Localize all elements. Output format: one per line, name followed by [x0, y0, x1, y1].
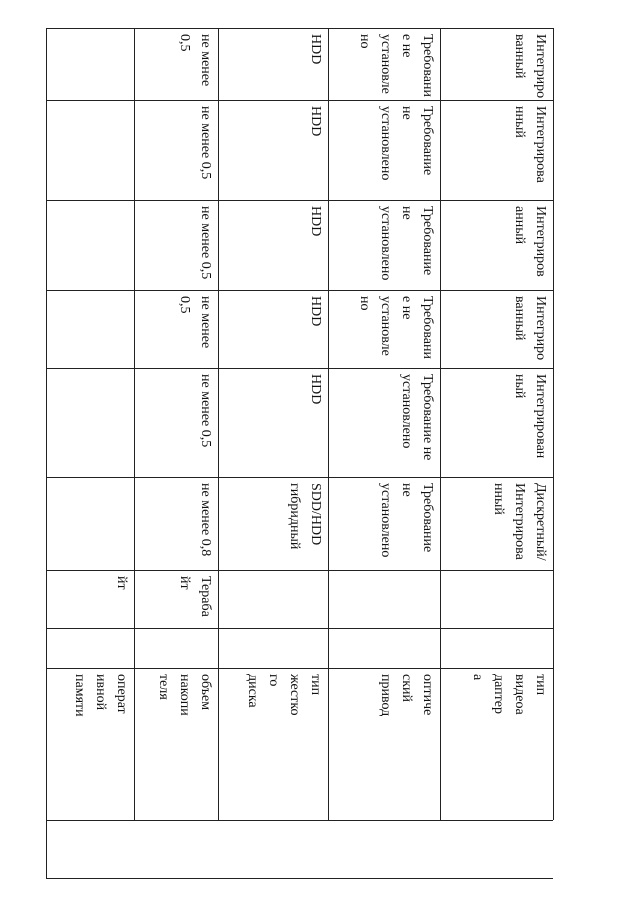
row-label: объем накопи теля [156, 674, 213, 716]
table-border-horizontal [46, 570, 553, 571]
row-value-4: Интегриров анный [512, 206, 548, 277]
row-value-1: Требование не установлено [378, 483, 435, 558]
row-value-6: не менее 0,5 [177, 34, 213, 87]
row-value-2: не менее 0,5 [198, 374, 213, 448]
row-value-1: не менее 0,8 [198, 483, 213, 557]
row-value-4: Требование не установлено [378, 206, 435, 281]
table-border-vertical [134, 28, 135, 820]
table-border-horizontal [46, 100, 553, 101]
table-border-vertical [328, 28, 329, 820]
table-border-vertical [553, 28, 554, 820]
row-value-5: HDD [308, 106, 323, 137]
row-value-6: Требовани е не установле но [357, 34, 435, 97]
row-value-6: HDD [308, 34, 323, 65]
table-border-horizontal [46, 28, 553, 29]
row-value-5: не менее 0,5 [198, 106, 213, 180]
row-label: операт ивной памяти [72, 674, 129, 717]
page-bottom-rule [46, 878, 553, 879]
row-value-4: HDD [308, 206, 323, 237]
row-value-3: не менее 0,5 [177, 296, 213, 349]
row-value-5: Требование не установлено [378, 106, 435, 181]
row-label: тип жестко го диска [245, 674, 323, 716]
table-border-vertical [218, 28, 219, 820]
row-value-2: HDD [308, 374, 323, 405]
table-border-horizontal [46, 668, 553, 669]
row-unit: Тераба йт [177, 576, 213, 617]
table-border-horizontal [46, 477, 553, 478]
table-border-horizontal [46, 368, 553, 369]
table-border-horizontal [46, 290, 553, 291]
row-value-5: Интегрирова нный [512, 106, 548, 183]
row-label: тип видеоа даптер а [470, 674, 548, 715]
row-label: оптиче ский привод [378, 674, 435, 717]
table-border-horizontal [46, 628, 553, 629]
table-border-horizontal [46, 200, 553, 201]
row-unit: йт [114, 576, 129, 590]
row-value-6: Интегриро ванный [512, 34, 548, 98]
row-value-4: не менее 0,5 [198, 206, 213, 280]
row-value-2: Требование не установлено [399, 374, 435, 461]
row-value-3: HDD [308, 296, 323, 327]
row-value-1: Дискретный/ Интегрирова нный [491, 483, 548, 561]
row-value-2: Интегрирован ный [512, 374, 548, 459]
row-value-3: Требовани е не установле но [357, 296, 435, 359]
row-value-1: SDD/HDD гибридный [287, 483, 323, 550]
table-border-vertical [46, 28, 47, 878]
table-border-vertical [440, 28, 441, 820]
table-border-horizontal [46, 820, 553, 821]
row-value-3: Интегриро ванный [512, 296, 548, 361]
